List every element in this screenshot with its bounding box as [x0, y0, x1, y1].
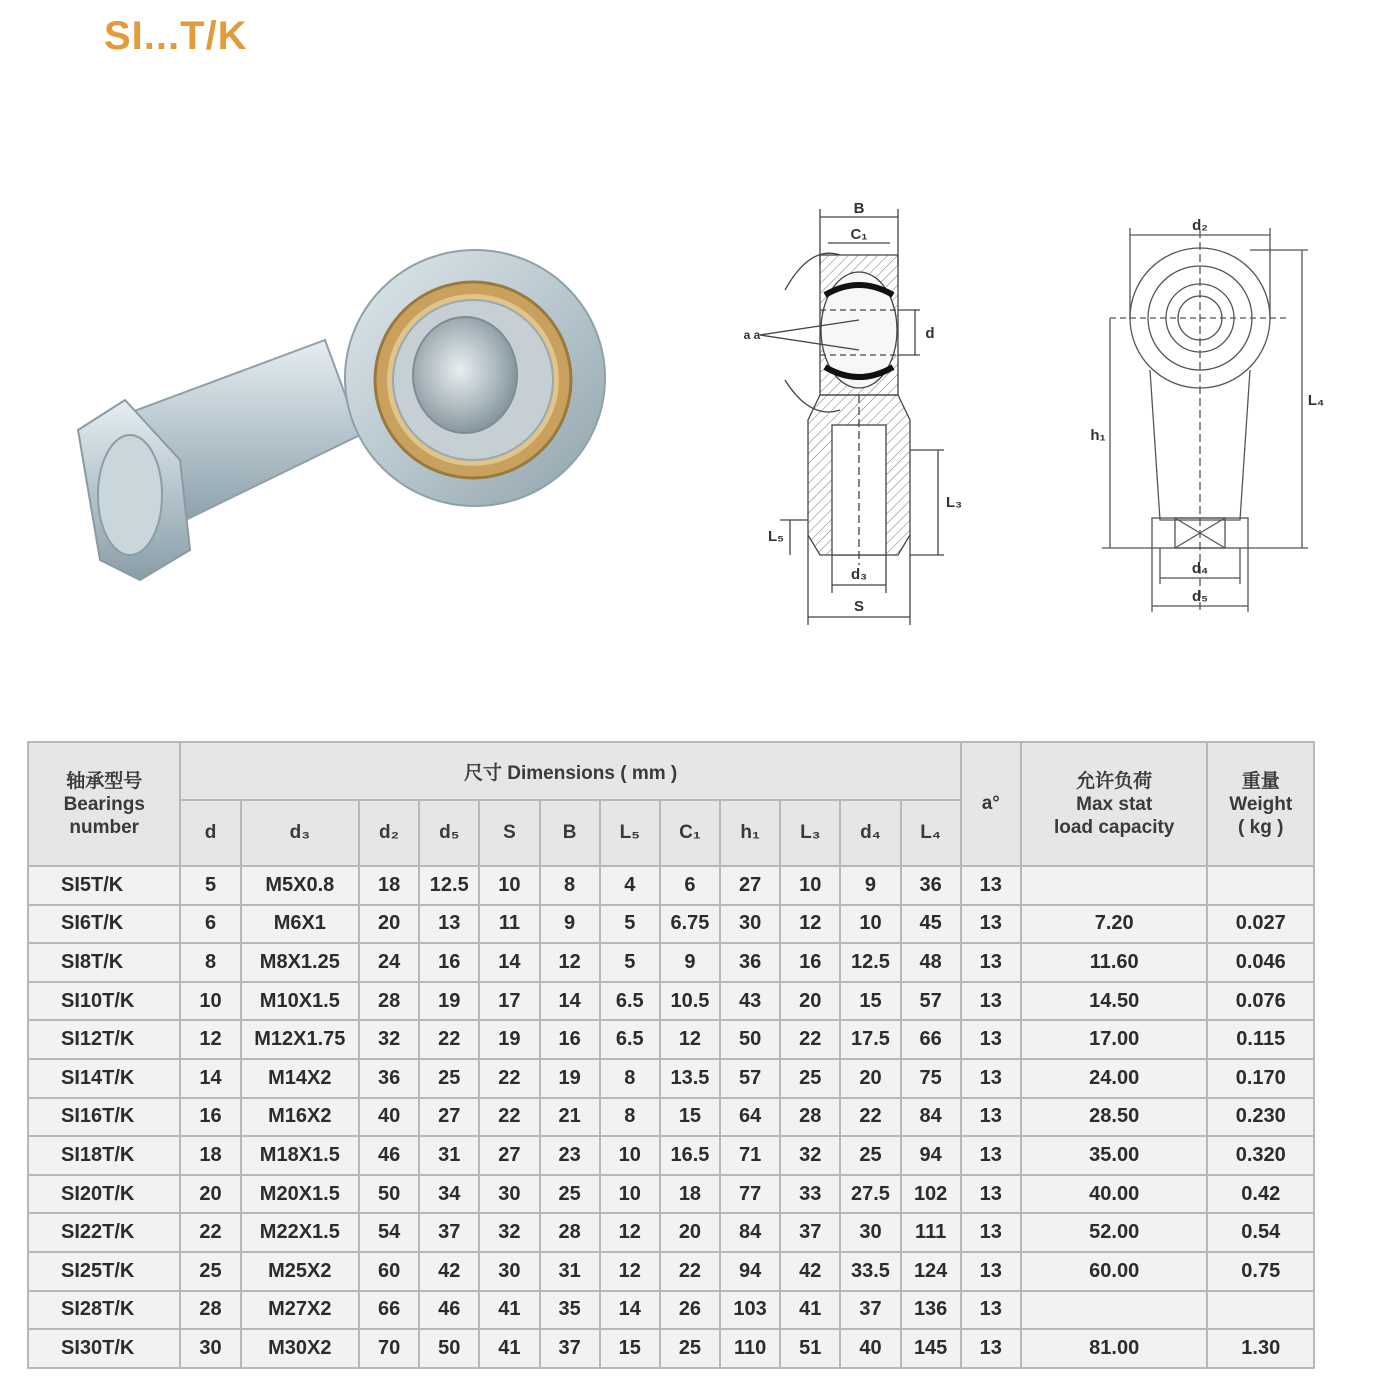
table-cell: M30X2 — [241, 1329, 359, 1368]
table-cell: 0.75 — [1207, 1252, 1314, 1291]
table-cell: 28 — [359, 982, 419, 1021]
bearing-model-cell: SI22T/K — [28, 1213, 180, 1252]
table-cell: 11 — [479, 905, 539, 944]
table-cell: 28.50 — [1021, 1098, 1208, 1137]
table-row — [28, 943, 1314, 982]
table-cell: 13 — [961, 982, 1021, 1021]
table-cell: M16X2 — [241, 1098, 359, 1137]
table-cell: 6.5 — [600, 982, 660, 1021]
label-L3: L₃ — [945, 494, 963, 511]
table-cell — [1021, 1291, 1208, 1330]
table-cell: 0.046 — [1207, 943, 1314, 982]
table-cell: 70 — [359, 1329, 419, 1368]
table-row — [28, 1020, 1314, 1059]
table-cell: 64 — [720, 1098, 780, 1137]
table-cell: 19 — [540, 1059, 600, 1098]
table-cell: 22 — [419, 1020, 479, 1059]
table-cell: 11.60 — [1021, 943, 1208, 982]
table-cell: 0.076 — [1207, 982, 1314, 1021]
table-cell: 34 — [419, 1175, 479, 1214]
table-cell: 15 — [840, 982, 900, 1021]
table-row — [28, 1136, 1314, 1175]
table-cell: 12.5 — [419, 866, 479, 905]
header-dim-col: h₁ — [720, 800, 780, 866]
table-cell: 9 — [840, 866, 900, 905]
table-cell: 33 — [780, 1175, 840, 1214]
table-cell: M18X1.5 — [241, 1136, 359, 1175]
table-cell: 24.00 — [1021, 1059, 1208, 1098]
table-cell: 40.00 — [1021, 1175, 1208, 1214]
bearing-model-cell: SI18T/K — [28, 1136, 180, 1175]
table-cell: 136 — [901, 1291, 961, 1330]
table-cell: 41 — [479, 1291, 539, 1330]
table-cell: 27 — [720, 866, 780, 905]
bearing-model-cell: SI5T/K — [28, 866, 180, 905]
table-cell: 16 — [540, 1020, 600, 1059]
table-cell: 5 — [180, 866, 240, 905]
table-cell: M6X1 — [241, 905, 359, 944]
table-cell: 75 — [901, 1059, 961, 1098]
table-cell: 18 — [180, 1136, 240, 1175]
table-cell: 12 — [660, 1020, 720, 1059]
table-cell: 51 — [780, 1329, 840, 1368]
table-cell: 124 — [901, 1252, 961, 1291]
table-cell: 36 — [359, 1059, 419, 1098]
label-L5: L₅ — [767, 528, 785, 545]
table-cell: 71 — [720, 1136, 780, 1175]
table-row — [28, 1059, 1314, 1098]
table-cell: 17.00 — [1021, 1020, 1208, 1059]
table-row — [28, 1329, 1314, 1368]
table-cell: 13 — [961, 1291, 1021, 1330]
table-row — [28, 1291, 1314, 1330]
table-cell: M27X2 — [241, 1291, 359, 1330]
table-cell: 48 — [901, 943, 961, 982]
table-cell: 41 — [780, 1291, 840, 1330]
header-weight: 重量 Weight ( kg ) — [1207, 742, 1314, 866]
table-cell: 9 — [660, 943, 720, 982]
table-cell: 94 — [901, 1136, 961, 1175]
table-cell: 6 — [180, 905, 240, 944]
table-cell: 77 — [720, 1175, 780, 1214]
table-cell: 50 — [720, 1020, 780, 1059]
table-cell: 10 — [180, 982, 240, 1021]
table-cell: 30 — [720, 905, 780, 944]
table-cell: 6 — [660, 866, 720, 905]
bearing-model-cell: SI14T/K — [28, 1059, 180, 1098]
header-dim-col: d — [180, 800, 240, 866]
table-cell: M20X1.5 — [241, 1175, 359, 1214]
table-cell: 41 — [479, 1329, 539, 1368]
table-cell: 23 — [540, 1136, 600, 1175]
table-cell: 1.30 — [1207, 1329, 1314, 1368]
table-cell: 40 — [359, 1098, 419, 1137]
header-dimensions: 尺寸 Dimensions ( mm ) — [180, 742, 960, 800]
table-cell: 42 — [419, 1252, 479, 1291]
header-dim-col: d₄ — [840, 800, 900, 866]
table-row — [28, 866, 1314, 905]
header-dim-col: d₂ — [359, 800, 419, 866]
table-cell: 84 — [901, 1098, 961, 1137]
table-cell: 50 — [359, 1175, 419, 1214]
table-cell: 57 — [720, 1059, 780, 1098]
table-cell: 32 — [780, 1136, 840, 1175]
table-cell: 25 — [660, 1329, 720, 1368]
table-cell: 12 — [180, 1020, 240, 1059]
table-cell: 18 — [359, 866, 419, 905]
table-cell: 20 — [780, 982, 840, 1021]
label-B: B — [853, 200, 865, 217]
table-cell: 12 — [600, 1213, 660, 1252]
label-h1: h₁ — [1090, 427, 1106, 444]
table-cell: 28 — [180, 1291, 240, 1330]
rod-end-bearing-photo — [70, 230, 630, 590]
table-cell — [1207, 866, 1314, 905]
table-cell: 21 — [540, 1098, 600, 1137]
label-d2: d₂ — [1192, 217, 1208, 234]
header-dim-col: L₃ — [780, 800, 840, 866]
table-cell: 14 — [600, 1291, 660, 1330]
label-S: S — [853, 598, 865, 615]
table-cell: 25 — [180, 1252, 240, 1291]
table-row — [28, 1098, 1314, 1137]
table-cell: 17.5 — [840, 1020, 900, 1059]
table-cell: 8 — [540, 866, 600, 905]
specification-table — [27, 741, 1315, 1369]
table-cell: 60 — [359, 1252, 419, 1291]
table-cell: 19 — [419, 982, 479, 1021]
table-cell: 27 — [419, 1098, 479, 1137]
table-cell: 12 — [600, 1252, 660, 1291]
table-cell: 14.50 — [1021, 982, 1208, 1021]
table-cell: 22 — [479, 1098, 539, 1137]
label-alpha: a a — [743, 328, 761, 342]
table-cell: 30 — [479, 1175, 539, 1214]
header-dim-col: L₅ — [600, 800, 660, 866]
table-cell: 9 — [540, 905, 600, 944]
bearing-model-cell: SI16T/K — [28, 1098, 180, 1137]
label-d5: d₅ — [1191, 588, 1209, 605]
header-load-capacity: 允许负荷 Max stat load capacity — [1021, 742, 1208, 866]
table-cell: 13 — [961, 1098, 1021, 1137]
header-dim-col: C₁ — [660, 800, 720, 866]
table-row — [28, 905, 1314, 944]
table-cell — [1021, 866, 1208, 905]
table-cell: 0.230 — [1207, 1098, 1314, 1137]
table-cell: 60.00 — [1021, 1252, 1208, 1291]
table-cell: 103 — [720, 1291, 780, 1330]
table-row — [28, 982, 1314, 1021]
table-cell: 10 — [780, 866, 840, 905]
table-cell: 13 — [961, 1329, 1021, 1368]
table-cell: 8 — [180, 943, 240, 982]
table-cell: 13 — [961, 1136, 1021, 1175]
table-cell: 13 — [961, 1175, 1021, 1214]
table-cell: 46 — [419, 1291, 479, 1330]
table-cell: 22 — [180, 1213, 240, 1252]
bearing-model-cell: SI10T/K — [28, 982, 180, 1021]
side-section-diagram — [740, 195, 970, 635]
table-cell: 36 — [901, 866, 961, 905]
table-cell: 50 — [419, 1329, 479, 1368]
bearing-model-cell: SI12T/K — [28, 1020, 180, 1059]
table-cell: 66 — [901, 1020, 961, 1059]
table-cell: 12.5 — [840, 943, 900, 982]
table-cell: 4 — [600, 866, 660, 905]
table-cell: M8X1.25 — [241, 943, 359, 982]
table-cell: 0.42 — [1207, 1175, 1314, 1214]
table-cell: 20 — [359, 905, 419, 944]
table-cell: 6.5 — [600, 1020, 660, 1059]
label-C1: C₁ — [850, 226, 868, 243]
header-dim-col: B — [540, 800, 600, 866]
label-L4: L₄ — [1307, 392, 1325, 409]
table-cell: 57 — [901, 982, 961, 1021]
table-cell: 14 — [540, 982, 600, 1021]
page-title: SI...T/K — [104, 14, 248, 58]
table-cell: 37 — [840, 1291, 900, 1330]
table-cell: 110 — [720, 1329, 780, 1368]
table-cell: 5 — [600, 905, 660, 944]
bearing-model-cell: SI25T/K — [28, 1252, 180, 1291]
label-d3: d₃ — [850, 566, 868, 583]
table-cell: 22 — [660, 1252, 720, 1291]
table-cell: 0.320 — [1207, 1136, 1314, 1175]
table-cell: 81.00 — [1021, 1329, 1208, 1368]
table-cell: 40 — [840, 1329, 900, 1368]
table-cell: 14 — [180, 1059, 240, 1098]
table-cell: 13 — [961, 905, 1021, 944]
table-cell: 0.170 — [1207, 1059, 1314, 1098]
table-cell: 13 — [961, 1213, 1021, 1252]
table-cell: 27.5 — [840, 1175, 900, 1214]
table-cell: 14 — [479, 943, 539, 982]
label-d: d — [925, 325, 935, 342]
table-cell: 31 — [540, 1252, 600, 1291]
table-cell: 19 — [479, 1020, 539, 1059]
table-cell: 43 — [720, 982, 780, 1021]
bearing-model-cell: SI6T/K — [28, 905, 180, 944]
table-cell: 7.20 — [1021, 905, 1208, 944]
bearing-model-cell: SI20T/K — [28, 1175, 180, 1214]
table-cell: 25 — [780, 1059, 840, 1098]
header-dim-col: d₃ — [241, 800, 359, 866]
table-cell: M22X1.5 — [241, 1213, 359, 1252]
header-dim-col: d₅ — [419, 800, 479, 866]
table-cell: 0.027 — [1207, 905, 1314, 944]
table-cell: 17 — [479, 982, 539, 1021]
table-cell: 15 — [600, 1329, 660, 1368]
table-cell: 10.5 — [660, 982, 720, 1021]
table-row — [28, 1175, 1314, 1214]
table-row — [28, 1213, 1314, 1252]
table-cell: 10 — [479, 866, 539, 905]
table-cell: 13 — [419, 905, 479, 944]
front-view-diagram — [1080, 210, 1330, 620]
table-cell: 0.54 — [1207, 1213, 1314, 1252]
table-cell: 8 — [600, 1059, 660, 1098]
table-cell: 12 — [540, 943, 600, 982]
table-cell: 111 — [901, 1213, 961, 1252]
header-alpha: a° — [961, 742, 1021, 866]
table-cell: 66 — [359, 1291, 419, 1330]
table-cell: 30 — [479, 1252, 539, 1291]
table-cell: 37 — [780, 1213, 840, 1252]
table-cell: 36 — [720, 943, 780, 982]
table-cell: 16 — [419, 943, 479, 982]
table-cell: 145 — [901, 1329, 961, 1368]
table-cell: 31 — [419, 1136, 479, 1175]
table-cell: 37 — [419, 1213, 479, 1252]
table-cell: 52.00 — [1021, 1213, 1208, 1252]
table-cell: 20 — [180, 1175, 240, 1214]
table-cell: 84 — [720, 1213, 780, 1252]
table-cell: 22 — [479, 1059, 539, 1098]
table-cell: 22 — [840, 1098, 900, 1137]
table-row — [28, 1252, 1314, 1291]
table-cell: 37 — [540, 1329, 600, 1368]
table-cell: 42 — [780, 1252, 840, 1291]
table-cell: 13.5 — [660, 1059, 720, 1098]
header-dim-col: S — [479, 800, 539, 866]
table-cell: 20 — [840, 1059, 900, 1098]
header-bearing-number: 轴承型号 Bearings number — [28, 742, 180, 866]
table-cell: 94 — [720, 1252, 780, 1291]
table-cell: 5 — [600, 943, 660, 982]
table-cell: M10X1.5 — [241, 982, 359, 1021]
table-cell: 25 — [840, 1136, 900, 1175]
table-cell: 8 — [600, 1098, 660, 1137]
table-cell: 28 — [540, 1213, 600, 1252]
table-cell: 15 — [660, 1098, 720, 1137]
table-cell: 16.5 — [660, 1136, 720, 1175]
table-cell: 30 — [840, 1213, 900, 1252]
table-cell: 16 — [780, 943, 840, 982]
table-cell: 18 — [660, 1175, 720, 1214]
table-cell: 13 — [961, 1252, 1021, 1291]
table-cell: 30 — [180, 1329, 240, 1368]
table-cell: 35.00 — [1021, 1136, 1208, 1175]
table-cell: 45 — [901, 905, 961, 944]
table-cell: 13 — [961, 866, 1021, 905]
header-dim-col: L₄ — [901, 800, 961, 866]
table-cell: 27 — [479, 1136, 539, 1175]
table-cell: 22 — [780, 1020, 840, 1059]
table-cell: 6.75 — [660, 905, 720, 944]
table-cell: 10 — [840, 905, 900, 944]
table-cell: 54 — [359, 1213, 419, 1252]
table-cell: 35 — [540, 1291, 600, 1330]
table-cell: M14X2 — [241, 1059, 359, 1098]
table-cell: 10 — [600, 1136, 660, 1175]
table-cell: 0.115 — [1207, 1020, 1314, 1059]
table-cell: 20 — [660, 1213, 720, 1252]
table-cell: 28 — [780, 1098, 840, 1137]
bearing-model-cell: SI8T/K — [28, 943, 180, 982]
bearing-model-cell: SI30T/K — [28, 1329, 180, 1368]
table-cell: 13 — [961, 1059, 1021, 1098]
table-cell: 13 — [961, 1020, 1021, 1059]
table-cell: 102 — [901, 1175, 961, 1214]
table-cell: 32 — [479, 1213, 539, 1252]
table-cell: M5X0.8 — [241, 866, 359, 905]
table-cell: M12X1.75 — [241, 1020, 359, 1059]
table-cell: 16 — [180, 1098, 240, 1137]
table-cell: 10 — [600, 1175, 660, 1214]
table-cell: 24 — [359, 943, 419, 982]
table-cell: 25 — [540, 1175, 600, 1214]
table-cell: 33.5 — [840, 1252, 900, 1291]
table-cell: 46 — [359, 1136, 419, 1175]
bearing-model-cell: SI28T/K — [28, 1291, 180, 1330]
table-cell: 26 — [660, 1291, 720, 1330]
table-cell: 25 — [419, 1059, 479, 1098]
table-cell: M25X2 — [241, 1252, 359, 1291]
table-cell — [1207, 1291, 1314, 1330]
label-d4: d₄ — [1191, 560, 1209, 577]
table-cell: 32 — [359, 1020, 419, 1059]
table-cell: 13 — [961, 943, 1021, 982]
table-cell: 12 — [780, 905, 840, 944]
